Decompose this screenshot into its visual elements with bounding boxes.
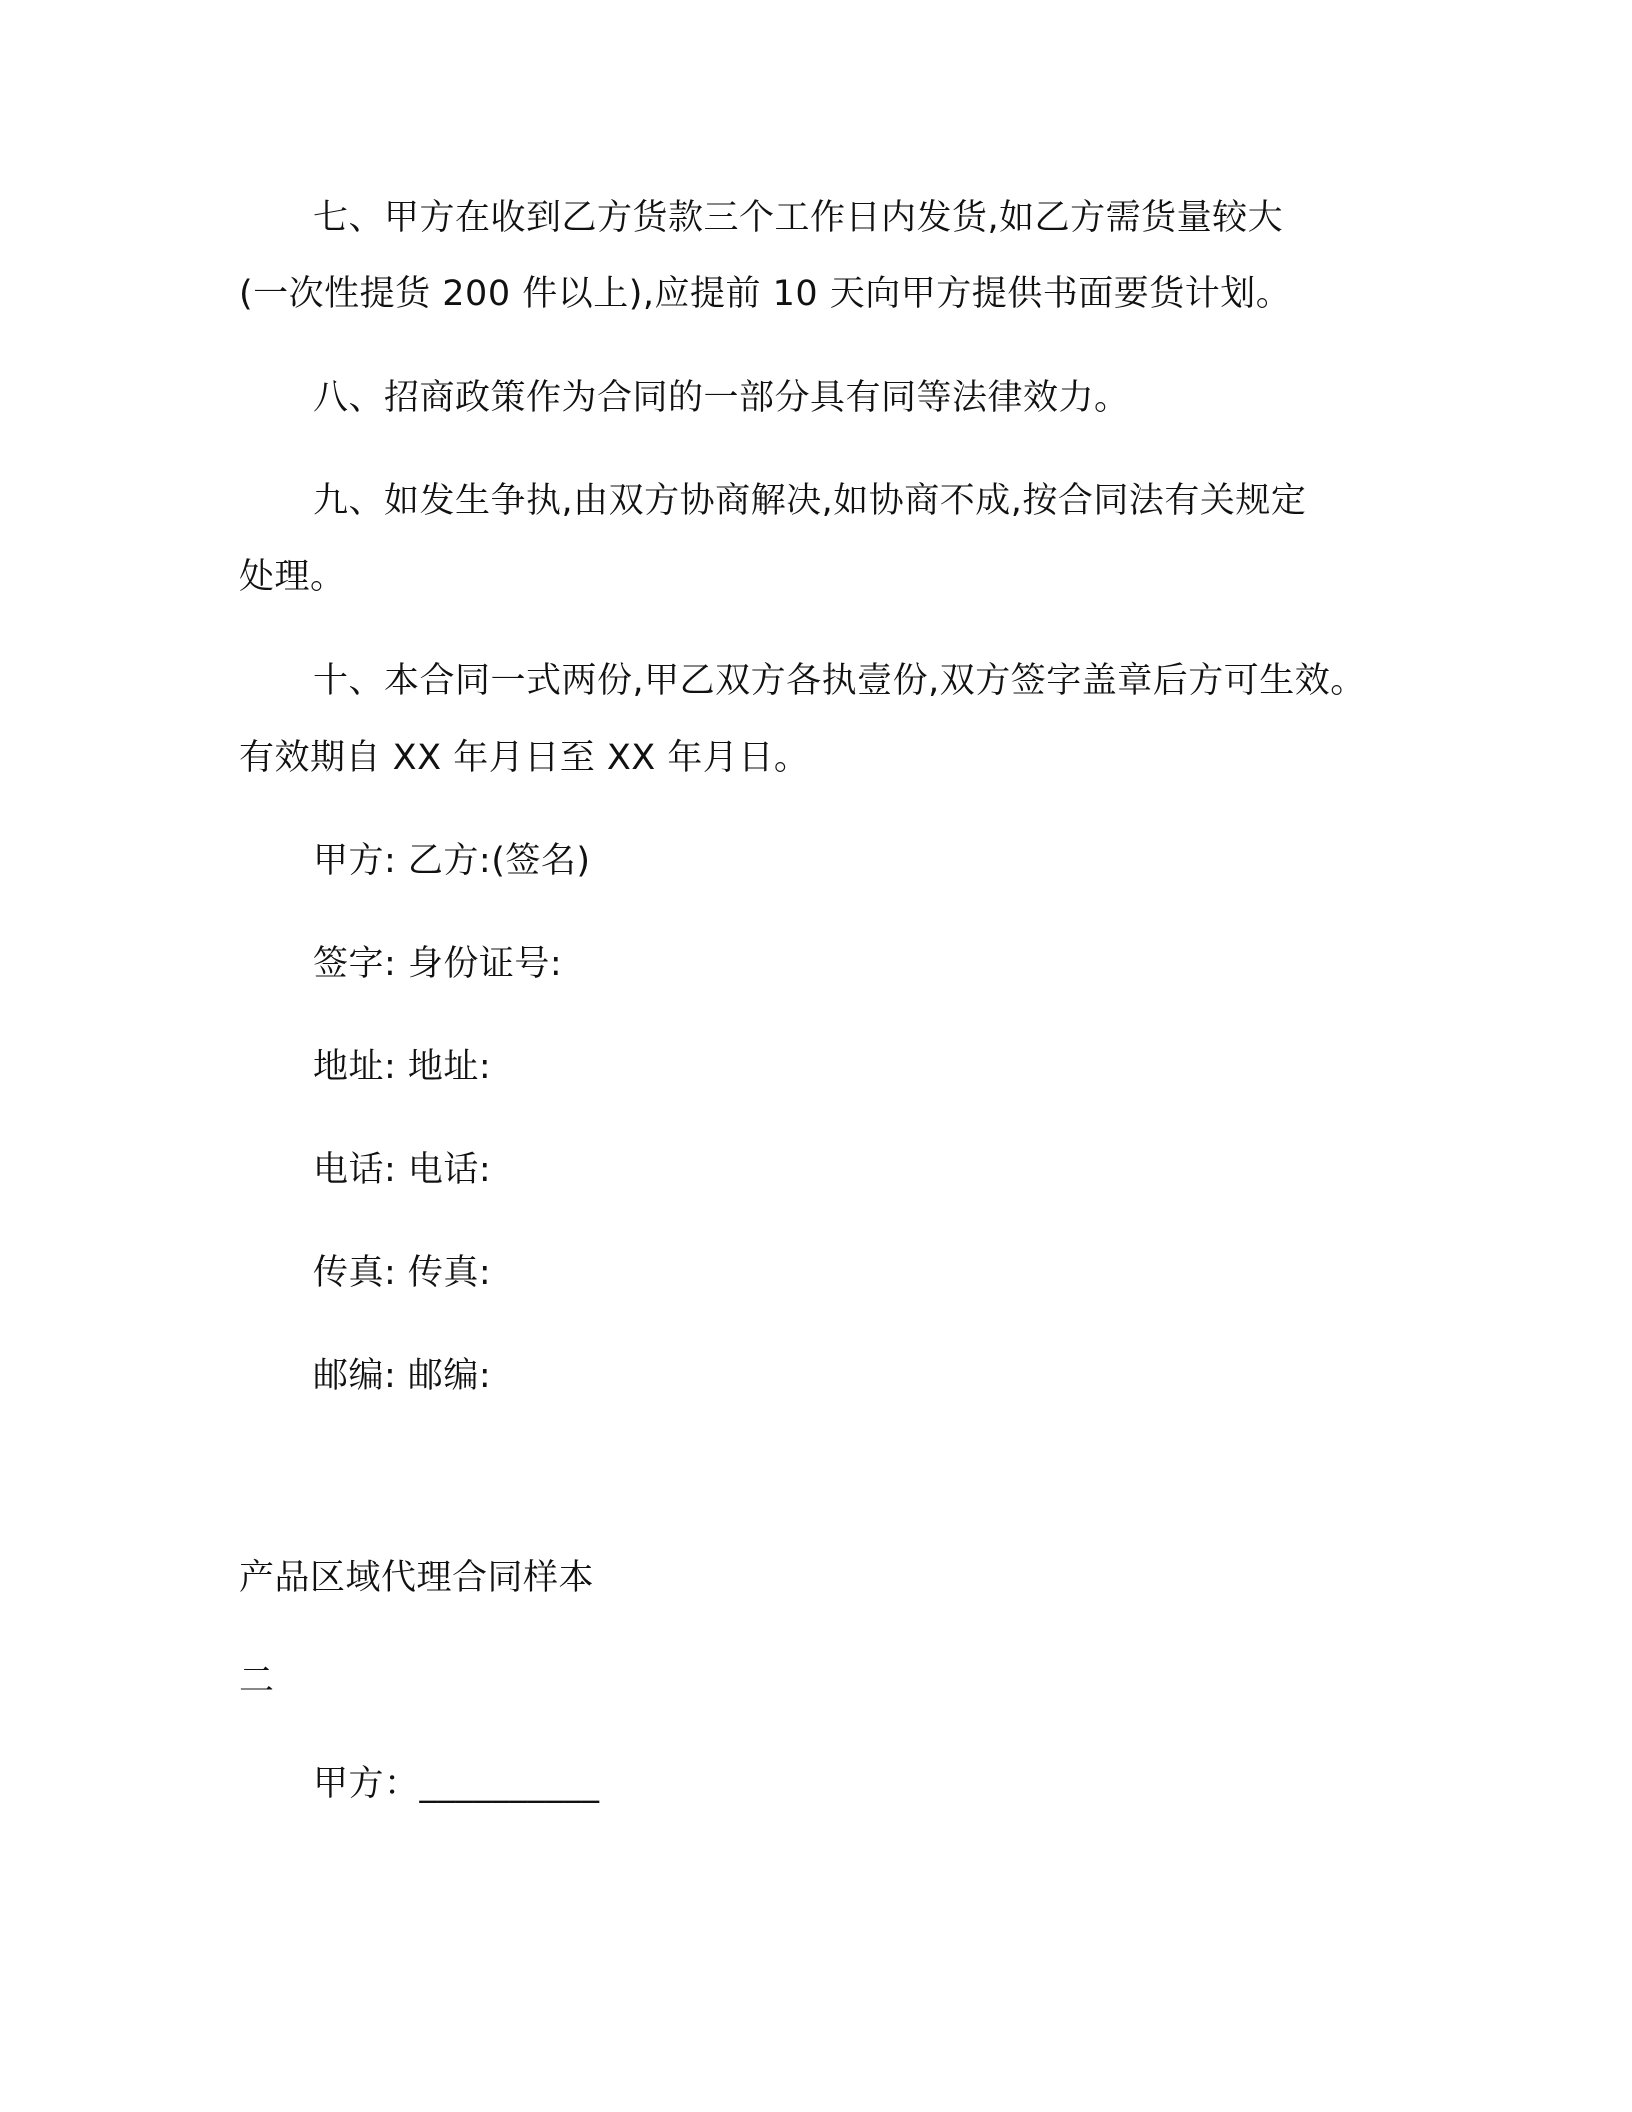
clause-10-line-2: 有效期自 XX 年月日至 XX 年月日。 [239,738,810,778]
clause-10-line-1: 十、本合同一式两份,甲乙双方各执壹份,双方签字盖章后方可生效。 [313,661,1366,701]
clause-7-line-1: 七、甲方在收到乙方货款三个工作日内发货,如乙方需货量较大 [313,198,1284,238]
section-title: 产品区域代理合同样本 [239,1558,595,1598]
section-number: 二 [239,1661,275,1701]
party-a-field: 甲方：__________ [313,1764,600,1804]
clause-8: 八、招商政策作为合同的一部分具有同等法律效力。 [313,378,1130,418]
clause-9-line-2: 处理。 [239,557,346,597]
signature-parties: 甲方: 乙方:(签名) [313,841,591,881]
signature-fax: 传真: 传真: [313,1253,492,1293]
signature-address: 地址: 地址: [313,1047,492,1087]
clause-7-line-2: (一次性提货 200 件以上),应提前 10 天向甲方提供书面要货计划。 [239,274,1292,314]
signature-id: 签字: 身份证号: [313,944,563,984]
signature-postcode: 邮编: 邮编: [313,1356,492,1396]
signature-phone: 电话: 电话: [313,1150,492,1190]
clause-9-line-1: 九、如发生争执,由双方协商解决,如协商不成,按合同法有关规定 [313,481,1307,521]
